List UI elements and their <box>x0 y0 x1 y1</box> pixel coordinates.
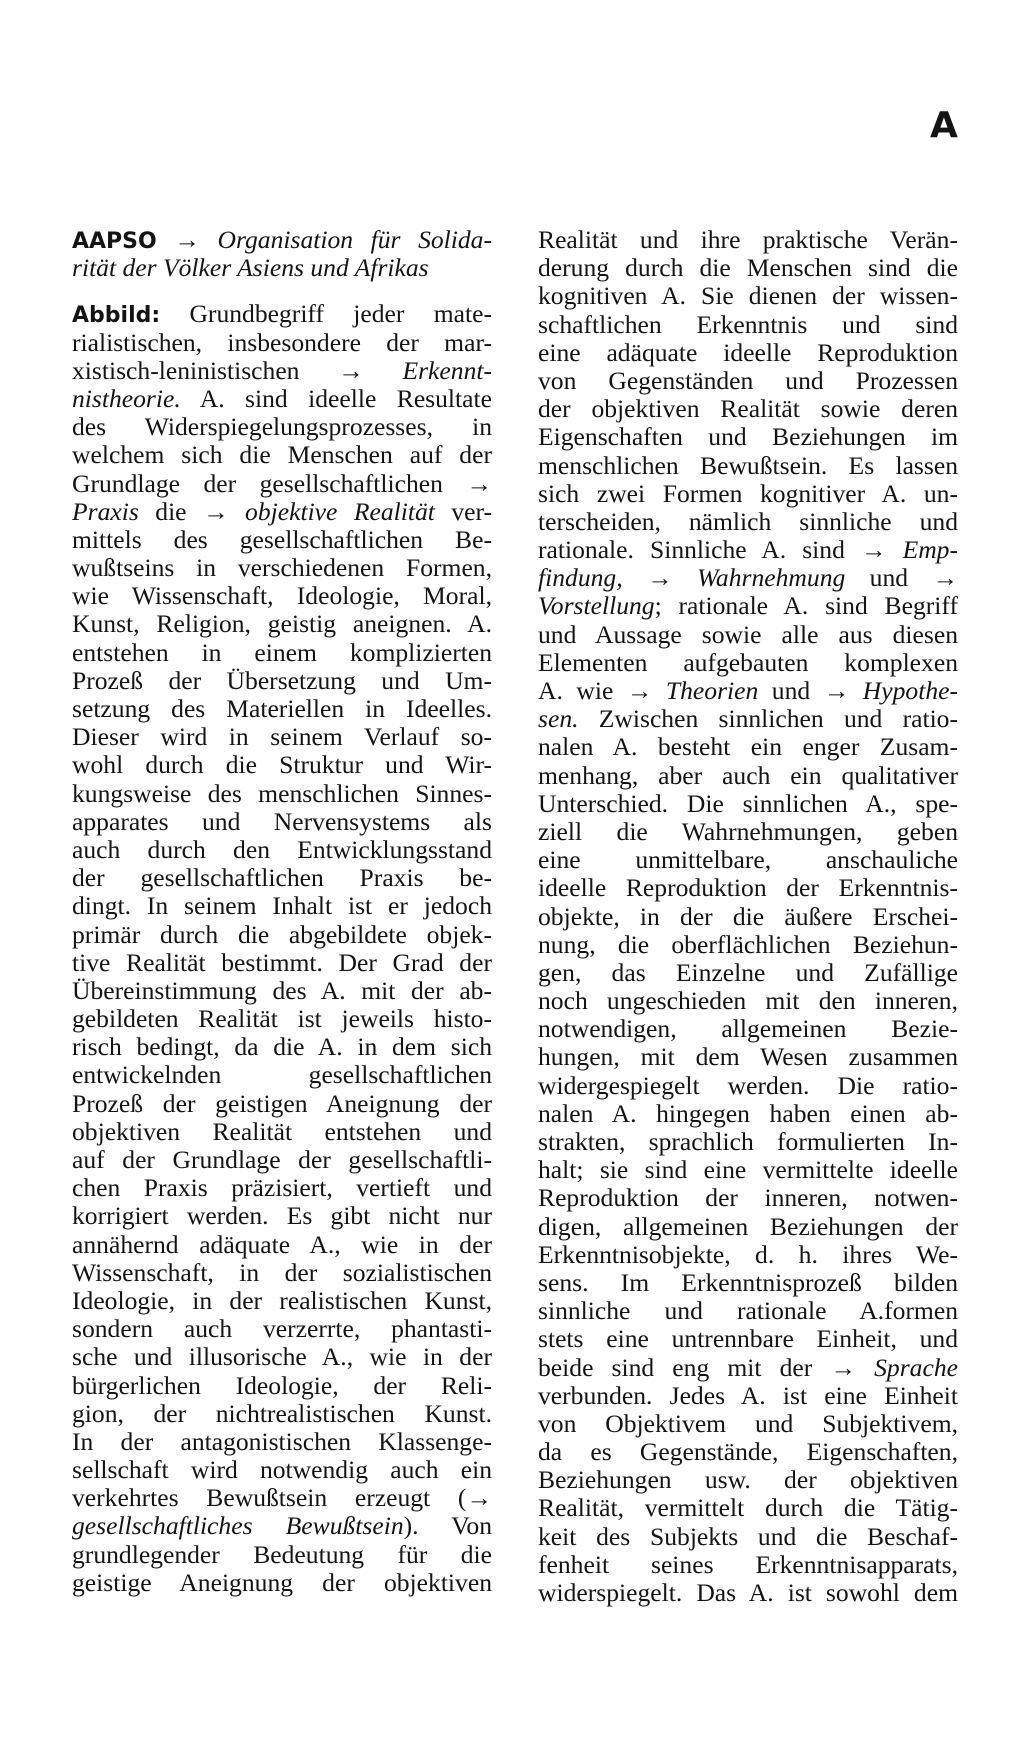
text-line <box>72 892 492 920</box>
text-line <box>72 836 492 864</box>
text-line <box>538 423 958 451</box>
cross-reference: Erkennt- <box>402 355 492 385</box>
text-line <box>538 1043 958 1071</box>
text-run: verbunden. Jedes A. ist eine Einheit <box>538 1380 958 1410</box>
text-run: Ideologie, in der realistischen Kunst, <box>72 1285 492 1315</box>
text-run: ideelle Reproduktion der Erkenntnis- <box>538 873 958 903</box>
text-line <box>538 480 958 508</box>
text-line <box>538 1156 958 1184</box>
text-line <box>72 1174 492 1202</box>
text-run: dingt. In seinem Inhalt ist er jedoch <box>72 891 492 921</box>
text-run: Grundbegriff jeder mate- <box>160 299 492 329</box>
text-run: und Aussage sowie alle aus diesen <box>538 619 958 649</box>
text-run: wohl durch die Struktur und Wir- <box>72 750 492 780</box>
text-run: sellschaft wird notwendig auch ein <box>72 1455 492 1485</box>
text-line <box>538 367 958 395</box>
cross-reference: Emp- <box>902 535 958 565</box>
text-run: schaftlichen Erkenntnis und sind <box>538 309 958 339</box>
text-run: stets eine untrennbare Einheit, und <box>538 1324 958 1354</box>
text-line <box>72 329 492 357</box>
text-line <box>72 949 492 977</box>
text-run: korrigiert werden. Es gibt nicht nur <box>72 1201 492 1231</box>
text-run: digen, allgemeinen Beziehungen der <box>538 1211 958 1241</box>
text-run: sich zwei Formen kognitiver A. un- <box>538 478 958 508</box>
text-run: objektiven Realität entstehen und <box>72 1116 492 1146</box>
text-line <box>538 282 958 310</box>
text-run: Übereinstimmung des A. mit der ab- <box>72 975 492 1005</box>
text-line <box>538 1184 958 1212</box>
text-run: auf der Grundlage der gesellschaftli- <box>72 1145 492 1174</box>
text-run: Elementen aufgebauten komplexen <box>538 647 958 677</box>
text-line <box>72 582 492 610</box>
text-run: rialistischen, insbesondere der mar- <box>72 327 492 357</box>
cross-reference: rität der Völker Asiens und Afrikas <box>72 253 429 283</box>
text-run: rationale. Sinnliche A. sind → <box>538 535 903 565</box>
text-run: Unterschied. Die sinnlichen A., spe- <box>538 788 958 818</box>
text-line <box>72 300 492 328</box>
text-line <box>538 762 958 790</box>
text-line <box>538 705 958 733</box>
cross-reference: findung, <box>538 563 623 593</box>
text-line <box>72 1118 492 1146</box>
text-run: apparates und Nervensystems als <box>72 806 492 836</box>
cross-reference: Wahrnehmung <box>696 563 846 593</box>
text-line <box>538 1297 958 1325</box>
text-run: primär durch die abgebildete objek- <box>72 919 492 949</box>
text-run: eine adäquate ideelle Reproduktion <box>538 337 958 367</box>
text-run: der objektiven Realität sowie deren <box>538 394 958 424</box>
text-run: derung durch die Menschen sind die <box>538 253 958 283</box>
text-line <box>72 695 492 723</box>
text-run: kognitiven A. Sie dienen der wissen- <box>538 281 958 311</box>
text-run: wie Wissenschaft, Ideologie, Moral, <box>72 581 492 611</box>
text-line <box>72 780 492 808</box>
text-line <box>72 470 492 498</box>
text-run: Erkenntnisobjekte, d. h. ihres We- <box>538 1239 958 1269</box>
text-run: da es Gegenstände, Eigenschaften, <box>538 1437 958 1467</box>
text-run: In der antagonistischen Klassenge- <box>72 1426 492 1456</box>
cross-reference: Praxis <box>72 496 139 526</box>
text-line <box>72 1259 492 1287</box>
text-line <box>538 395 958 423</box>
text-run: sens. Im Erkenntnisprozeß bilden <box>538 1267 958 1297</box>
text-run: Beziehungen usw. der objektiven <box>538 1465 958 1495</box>
text-run: terscheiden, nämlich sinnliche und <box>538 506 958 536</box>
text-line <box>72 921 492 949</box>
text-line <box>538 536 958 564</box>
text-line <box>72 977 492 1005</box>
text-run: kungsweise des menschlichen Sinnes- <box>72 778 492 808</box>
text-line <box>538 874 958 902</box>
text-line <box>538 1100 958 1128</box>
text-line <box>72 864 492 892</box>
text-run: Grundlage der gesellschaftlichen → <box>72 468 492 498</box>
text-line <box>538 649 958 677</box>
cross-reference: Hypothe- <box>862 676 958 705</box>
cross-reference: gesellschaftliches Bewußtsein <box>72 1511 404 1541</box>
text-run: des Widerspiegelungsprozesses, in <box>72 412 492 442</box>
text-run: sondern auch verzerrte, phantasti- <box>72 1314 492 1344</box>
text-line <box>538 1523 958 1551</box>
text-run: objekte, in der die äußere Erschei- <box>538 901 958 931</box>
text-line <box>538 1269 958 1297</box>
text-run: und → <box>758 676 863 705</box>
text-line <box>72 1456 492 1484</box>
text-line <box>538 1494 958 1522</box>
text-run: die → <box>138 496 246 526</box>
text-run: nalen A. hingegen haben einen ab- <box>538 1098 958 1128</box>
text-run: A. wie → <box>538 676 666 705</box>
text-line <box>538 1325 958 1353</box>
text-run: entstehen in einem komplizierten <box>72 637 492 667</box>
text-line <box>72 1400 492 1428</box>
text-line <box>538 677 958 705</box>
text-line <box>72 1512 492 1540</box>
text-run: beide sind eng mit der → <box>538 1352 875 1382</box>
text-run: nalen A. besteht ein enger Zusam- <box>538 732 958 762</box>
entry-keyword: Abbild: <box>72 303 161 329</box>
text-line <box>538 987 958 1015</box>
text-line <box>72 357 492 385</box>
text-run: strakten, sprachlich formulierten In- <box>538 1127 958 1156</box>
left-column <box>72 226 492 1597</box>
text-line <box>72 1484 492 1512</box>
text-run: gen, das Einzelne und Zufällige <box>538 957 958 987</box>
text-run: auch durch den Entwicklungsstand <box>72 834 492 864</box>
text-run: annähernd adäquate A., wie in der <box>72 1229 492 1259</box>
text-line <box>538 1241 958 1269</box>
text-line <box>538 1579 958 1607</box>
text-line <box>538 564 958 592</box>
text-line <box>72 526 492 554</box>
text-run: verkehrtes Bewußtsein erzeugt (→ <box>72 1483 492 1513</box>
text-run: mittels des gesellschaftlichen Be- <box>72 524 492 554</box>
text-run: menschlichen Bewußtsein. Es lassen <box>538 450 958 480</box>
text-line <box>72 1090 492 1118</box>
text-run: → <box>622 563 697 593</box>
text-line <box>538 508 958 536</box>
text-run: Prozeß der geistigen Aneignung der <box>72 1088 492 1118</box>
text-line <box>538 1466 958 1494</box>
text-run: geistige Aneignung der objektiven <box>72 1567 492 1597</box>
text-line <box>72 254 492 282</box>
cross-reference: Vorstellung <box>538 591 655 621</box>
text-line <box>72 1343 492 1371</box>
text-line <box>538 452 958 480</box>
text-run: grundlegender Bedeutung für die <box>72 1539 492 1569</box>
section-letter: A <box>930 105 958 146</box>
text-line <box>72 667 492 695</box>
text-run: von Gegenständen und Prozessen <box>538 365 958 395</box>
text-run: widergespiegelt werden. Die ratio- <box>538 1070 958 1100</box>
text-run: entwickelnden gesellschaftlichen <box>72 1060 492 1090</box>
text-run: ver- <box>434 496 493 526</box>
text-run: Realität und ihre praktische Verän- <box>538 225 958 254</box>
text-line <box>72 1428 492 1456</box>
text-run: fenheit seines Erkenntnisapparats, <box>538 1549 958 1579</box>
text-run: ; rationale A. sind Begriff <box>654 591 958 621</box>
text-line <box>538 1551 958 1579</box>
cross-reference: Theorien <box>665 676 759 705</box>
text-line <box>538 1438 958 1466</box>
text-line <box>72 1033 492 1061</box>
text-run: nung, die oberflächlichen Beziehun- <box>538 929 958 959</box>
text-line <box>538 1128 958 1156</box>
text-line <box>72 1146 492 1174</box>
text-line <box>72 1061 492 1089</box>
text-line <box>538 818 958 846</box>
text-line <box>538 621 958 649</box>
text-run: A. sind ideelle Resultate <box>180 383 492 413</box>
text-line <box>72 1541 492 1569</box>
text-run: welchem sich die Menschen auf der <box>72 440 492 470</box>
text-run: menhang, aber auch ein qualitativer <box>538 760 958 790</box>
cross-reference: objektive Realität <box>245 496 435 526</box>
text-run: gion, der nichtrealistischen Kunst. <box>72 1398 492 1428</box>
text-run: Dieser wird in seinem Verlauf so- <box>72 722 492 752</box>
text-line <box>72 226 492 254</box>
text-line <box>72 610 492 638</box>
text-line <box>538 931 958 959</box>
cross-reference: Organisation für Solida- <box>217 225 492 254</box>
text-line <box>72 441 492 469</box>
text-line <box>538 339 958 367</box>
text-line <box>538 254 958 282</box>
text-line <box>72 751 492 779</box>
text-line <box>538 1015 958 1043</box>
text-run: bürgerlichen Ideologie, der Reli- <box>72 1370 492 1400</box>
text-run: Zwischen sinnlichen und ratio- <box>578 704 958 734</box>
text-line <box>538 1354 958 1382</box>
text-line <box>72 1005 492 1033</box>
entry-keyword: AAPSO <box>72 229 157 254</box>
text-line <box>72 1202 492 1230</box>
text-line <box>538 903 958 931</box>
text-line <box>72 413 492 441</box>
text-run: halt; sie sind eine vermittelte ideelle <box>538 1155 958 1185</box>
text-line <box>538 226 958 254</box>
text-line <box>72 1372 492 1400</box>
text-run: der gesellschaftlichen Praxis be- <box>72 863 492 893</box>
text-line <box>538 1382 958 1410</box>
text-line <box>72 554 492 582</box>
text-run: Reproduktion der inneren, notwen- <box>538 1183 958 1213</box>
right-column <box>538 226 958 1607</box>
text-run: wußtseins in verschiedenen Formen, <box>72 553 492 583</box>
text-run: eine unmittelbare, anschauliche <box>538 845 958 875</box>
text-run: widerspiegelt. Das A. ist sowohl dem <box>538 1578 958 1607</box>
text-line <box>72 385 492 413</box>
text-run: ziell die Wahrnehmungen, geben <box>538 816 958 846</box>
text-run: notwendigen, allgemeinen Bezie- <box>538 1014 958 1044</box>
paragraph-gap <box>72 282 492 300</box>
text-line <box>538 592 958 620</box>
text-run: setzung des Materiellen in Ideelles. <box>72 694 492 723</box>
cross-reference: sen. <box>538 704 579 734</box>
text-run: tive Realität bestimmt. Der Grad der <box>72 947 492 977</box>
text-line <box>72 1287 492 1315</box>
text-run: Kunst, Religion, geistig aneignen. A. <box>72 609 492 639</box>
text-run: sche und illusorische A., wie in der <box>72 1342 492 1372</box>
text-run: von Objektivem und Subjektivem, <box>538 1408 958 1438</box>
text-line <box>538 311 958 339</box>
text-run: sinnliche und rationale A.formen <box>538 1296 958 1326</box>
text-line <box>72 808 492 836</box>
text-run: und → <box>845 563 959 593</box>
text-line <box>538 1213 958 1241</box>
text-line <box>538 959 958 987</box>
text-line <box>72 1231 492 1259</box>
text-line <box>538 733 958 761</box>
text-line <box>72 1569 492 1597</box>
text-run: keit des Subjekts und die Beschaf- <box>538 1521 958 1551</box>
text-run: risch bedingt, da die A. in dem sich <box>72 1032 492 1062</box>
text-run: Realität, vermittelt durch die Tätig- <box>538 1493 958 1523</box>
text-line <box>72 1315 492 1343</box>
text-run: Wissenschaft, in der sozialistischen <box>72 1257 492 1287</box>
text-run: gebildeten Realität ist jeweils histo- <box>72 1004 492 1034</box>
text-run: → <box>156 225 218 254</box>
text-line <box>538 790 958 818</box>
text-run: Prozeß der Übersetzung und Um- <box>72 665 492 695</box>
cross-reference: nistheorie. <box>72 383 181 413</box>
text-line <box>72 498 492 526</box>
text-line <box>538 1072 958 1100</box>
text-run: xistisch-leninistischen → <box>72 355 403 385</box>
text-run: hungen, mit dem Wesen zusammen <box>538 1042 958 1072</box>
text-line <box>538 1410 958 1438</box>
text-line <box>72 639 492 667</box>
text-run: chen Praxis präzisiert, vertieft und <box>72 1173 492 1203</box>
text-run: noch ungeschieden mit den inneren, <box>538 986 958 1016</box>
text-run: Eigenschaften und Beziehungen im <box>538 422 958 452</box>
text-line <box>72 723 492 751</box>
text-run: ). Von <box>403 1511 492 1541</box>
text-line <box>538 846 958 874</box>
cross-reference: Sprache <box>874 1352 958 1382</box>
